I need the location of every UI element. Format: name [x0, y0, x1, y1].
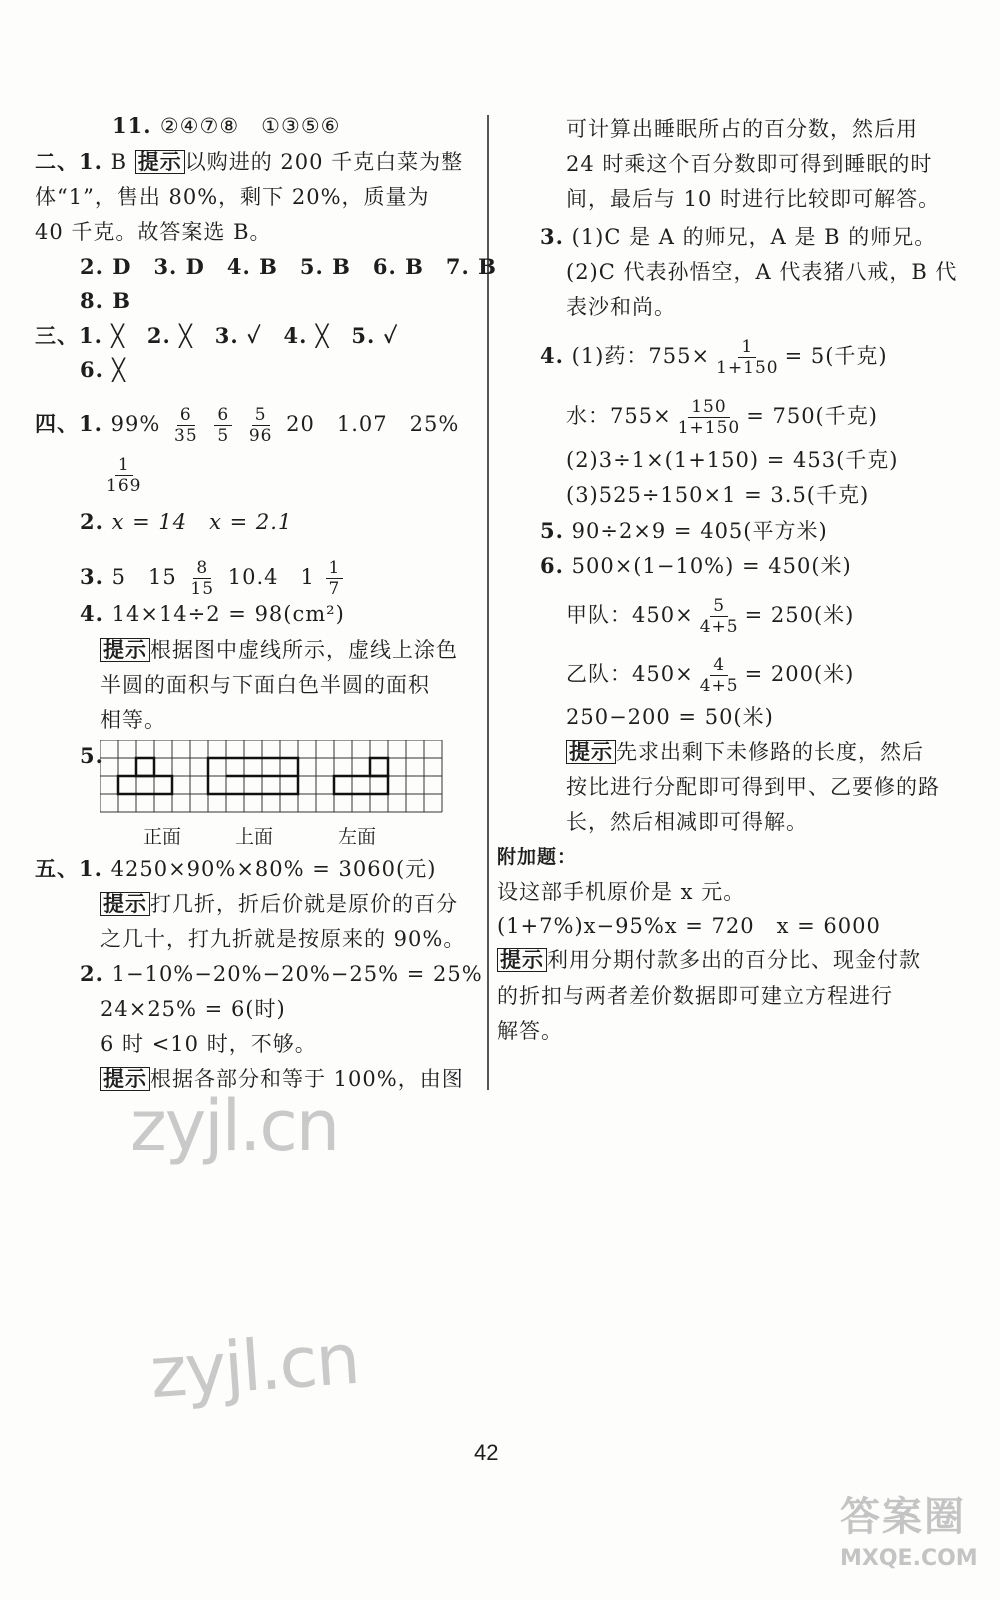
- answer-text: 水：755×: [566, 404, 672, 428]
- denominator: 7: [328, 579, 341, 599]
- text-line: 24 时乘这个百分数即可得到睡眠的时: [566, 152, 933, 176]
- item-number: 11.: [112, 113, 152, 138]
- view-side-top: [370, 758, 388, 776]
- answer-text: 1−10%−20%−20%−25% = 25%: [111, 962, 483, 986]
- fraction: [697, 655, 742, 696]
- denominator: 15: [190, 579, 215, 599]
- answer-4-2: [80, 508, 292, 536]
- answers-line: 8. B: [80, 288, 131, 313]
- grid-label-front: 正面: [143, 826, 182, 848]
- answer-r6: [540, 552, 852, 580]
- answer-r3: [540, 223, 936, 251]
- answer-5-2: [80, 960, 483, 988]
- item-number: 3.: [540, 224, 564, 249]
- text-line: (2)C 代表孙悟空，A 代表猪八戒，B 代: [566, 260, 958, 284]
- hint-label: 提示: [135, 150, 185, 174]
- numerator: 4: [710, 655, 728, 676]
- answer-text: 10.4 1: [227, 565, 315, 589]
- numerator: 1: [115, 455, 133, 476]
- answer-text: x = 14 x = 2.1: [111, 510, 293, 534]
- logo-url: MXQE.COM: [840, 1546, 978, 1571]
- fraction: [214, 405, 232, 446]
- section-number: 五、1.: [35, 856, 103, 881]
- numerator: 6: [214, 405, 232, 426]
- fraction: [713, 337, 782, 378]
- watermark: zyjl.cn: [130, 1085, 339, 1167]
- answer-text: 20 1.07 25%: [286, 412, 460, 436]
- hint-text: 根据图中虚线所示，虚线上涂色: [150, 638, 458, 662]
- text-line: 的折扣与两者差价数据即可建立方程进行: [497, 984, 893, 1008]
- text-line: 表沙和尚。: [566, 295, 676, 319]
- answer-r4-2: [566, 397, 878, 438]
- answer-text: ②④⑦⑧ ①③⑤⑥: [159, 114, 341, 138]
- text-line: (3)525÷150×1 = 3.5(千克): [566, 483, 870, 507]
- section-2-line-1: [35, 148, 463, 176]
- text-line: (2)3÷1×(1+150) = 453(千克): [566, 448, 899, 472]
- denominator: 169: [106, 476, 142, 496]
- denominator: 4+5: [699, 676, 739, 696]
- section-number: 四、1.: [35, 411, 103, 436]
- hint-text: 以购进的 200 千克白菜为整: [184, 150, 464, 174]
- item-number: 6.: [540, 553, 564, 578]
- hint-label: 提示: [497, 948, 547, 972]
- hint-line: [497, 946, 921, 974]
- section-4-line-2: [100, 455, 147, 496]
- answer-text: 5 15: [111, 565, 177, 589]
- view-side-bottom: [334, 776, 388, 794]
- answer-r6-a: [566, 596, 854, 637]
- judgement-answers: 6. ╳: [80, 357, 126, 382]
- hint-text: 先求出剩下未修路的长度，然后: [616, 740, 924, 764]
- denominator: 5: [217, 426, 230, 446]
- hint-label: 提示: [566, 740, 616, 764]
- hint-line: [100, 890, 458, 918]
- denominator: 1+150: [677, 418, 741, 438]
- text-line: 相等。: [100, 708, 166, 732]
- text-line: 24×25% = 6(时): [100, 997, 286, 1021]
- answer-4-3: [80, 558, 346, 599]
- section-number: 二、1.: [35, 149, 103, 174]
- denominator: 35: [174, 426, 198, 446]
- answer-r6-b: [566, 655, 854, 696]
- text-line: 40 千克。故答案选 B。: [35, 220, 272, 244]
- answer-r5: [540, 517, 828, 545]
- hint-label: 提示: [100, 1067, 150, 1091]
- numerator: 5: [710, 596, 728, 617]
- watermark: zyjl.cn: [147, 1317, 361, 1415]
- fraction: [103, 455, 144, 496]
- bonus-heading: 附加题：: [497, 846, 578, 868]
- fraction: [171, 405, 201, 446]
- view-front-bottom: [118, 776, 172, 794]
- fraction: [326, 558, 344, 599]
- numerator: 8: [193, 558, 211, 579]
- view-front-top: [136, 758, 154, 776]
- section-4-line-1: [35, 405, 459, 446]
- item-number: 4.: [80, 601, 104, 626]
- fraction: [187, 558, 217, 599]
- denominator: 96: [248, 426, 273, 446]
- text-line: 之几十，打九折就是按原来的 90%。: [100, 927, 466, 951]
- grid-svg: [100, 740, 470, 820]
- text-line: (1+7%)x−95%x = 720 x = 6000: [497, 914, 881, 938]
- hint-line: [100, 636, 458, 664]
- hint-text: 利用分期付款多出的百分比、现金付款: [547, 948, 921, 972]
- answer-text: 99%: [110, 412, 161, 436]
- numerator: 1: [738, 337, 756, 358]
- text-line: 间，最后与 10 时进行比较即可解答。: [566, 187, 941, 211]
- hint-line: [566, 738, 924, 766]
- text-line: 6 时 <10 时，不够。: [100, 1032, 317, 1056]
- hint-label: 提示: [100, 638, 150, 662]
- item-number: 5.: [540, 518, 564, 543]
- answer-text: = 250(米): [744, 603, 855, 627]
- text-line: 半圆的面积与下面白色半圆的面积: [100, 673, 430, 697]
- answer-text: (1)C 是 A 的师兄，A 是 B 的师兄。: [571, 225, 937, 249]
- answer-11: [112, 112, 340, 140]
- answer-text: B: [110, 150, 128, 174]
- grid-label-top: 上面: [235, 826, 274, 848]
- answer-text: 乙队：450×: [566, 662, 694, 686]
- item-number: 5.: [80, 743, 104, 768]
- numerator: 6: [177, 405, 195, 426]
- answer-text: 90÷2×9 = 405(平方米): [571, 519, 828, 543]
- answer-text: 4250×90%×80% = 3060(元): [110, 857, 437, 881]
- denominator: 4+5: [699, 617, 739, 637]
- answer-text: = 5(千克): [784, 344, 888, 368]
- answer-text: = 750(千克): [746, 404, 878, 428]
- hint-label: 提示: [100, 892, 150, 916]
- numerator: 1: [326, 558, 344, 579]
- item-number: 4.: [540, 343, 564, 368]
- answer-r4-1: [540, 337, 888, 378]
- text-line: 按比进行分配即可得到甲、乙要修的路: [566, 775, 940, 799]
- fraction: [675, 397, 744, 438]
- text-line: 250−200 = 50(米): [566, 705, 774, 729]
- text-line: 长，然后相减即可得解。: [566, 810, 808, 834]
- fraction: [697, 596, 742, 637]
- section-5-line-1: [35, 855, 436, 883]
- judgement-answers: 三、1. ╳ 2. ╳ 3. ✓ 4. ╳ 5. ✓: [35, 323, 399, 348]
- answer-text: 甲队：450×: [566, 603, 694, 627]
- item-number: 2.: [80, 509, 104, 534]
- text-line: 设这部手机原价是 x 元。: [497, 880, 746, 904]
- item-number: 3.: [80, 564, 104, 589]
- text-line: 体“1”，售出 80%，剩下 20%，质量为: [35, 185, 430, 209]
- grid-figure: [100, 740, 470, 824]
- denominator: 1+150: [716, 358, 779, 378]
- hint-text: 根据各部分和等于 100%，由图: [150, 1067, 464, 1091]
- numerator: 5: [252, 405, 270, 426]
- page-number: 42: [474, 1440, 499, 1465]
- grid-label-side: 左面: [338, 826, 377, 848]
- fraction: [246, 405, 276, 446]
- answers-line: 2. D 3. D 4. B 5. B 6. B 7. B: [80, 254, 497, 279]
- answer-4-4: [80, 600, 345, 628]
- answer-text: = 200(米): [744, 662, 855, 686]
- answer-text: 500×(1−10%) = 450(米): [571, 554, 852, 578]
- item-number: 2.: [80, 961, 104, 986]
- text-line: 解答。: [497, 1019, 563, 1043]
- numerator: 150: [688, 397, 729, 418]
- site-logo: [840, 1485, 990, 1585]
- text-line: 可计算出睡眠所占的百分数，然后用: [566, 117, 918, 141]
- answer-text: 14×14÷2 = 98(cm²): [111, 602, 345, 626]
- hint-text: 打几折，折后价就是原价的百分: [150, 892, 458, 916]
- logo-text: 答案圈: [840, 1494, 966, 1540]
- answer-text: (1)药：755×: [571, 344, 711, 368]
